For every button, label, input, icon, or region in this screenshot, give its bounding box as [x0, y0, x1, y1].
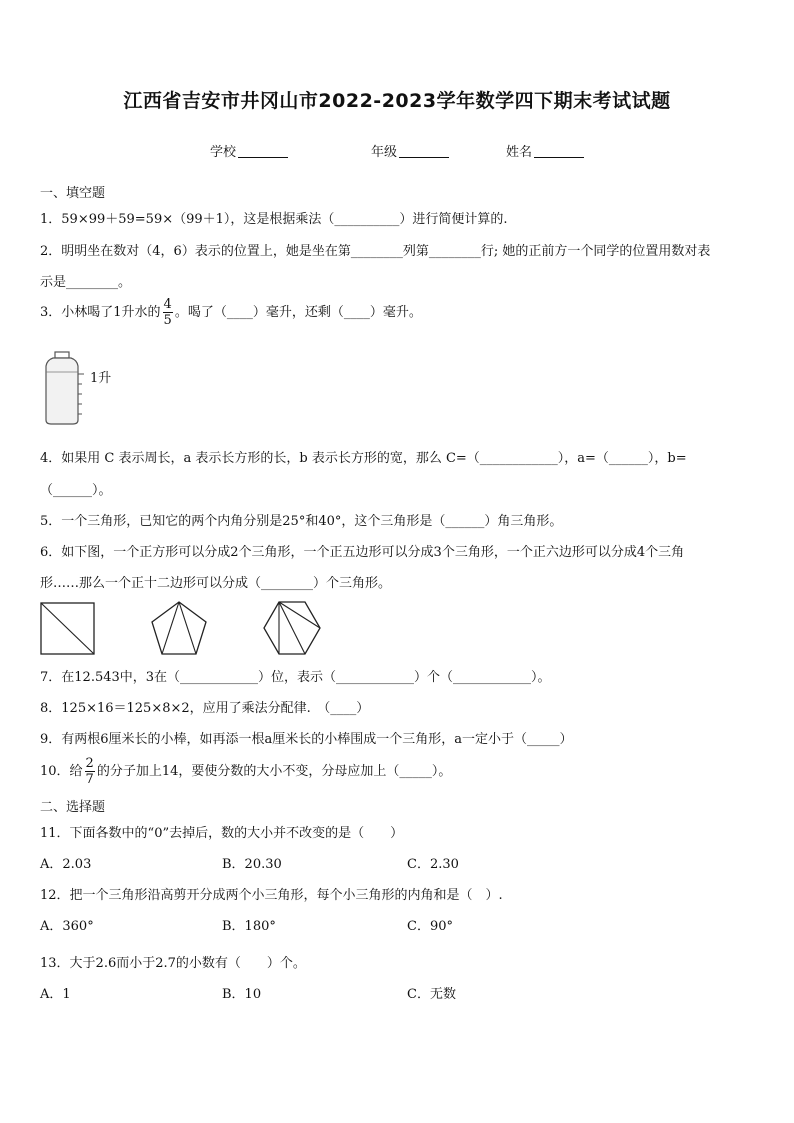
school-label: 学校: [210, 145, 237, 160]
question-10-text: 的分子加上14，要使分数的大小不变，分母应加上（_____）。: [96, 764, 452, 779]
question-13-option-b[interactable]: B．10: [222, 987, 262, 1002]
question-2-line-1: 2．明明坐在数对（4，6）表示的位置上，她是坐在第________列第________行; 她的正前方一个同学的位置用数对表: [40, 244, 711, 259]
question-11-option-c[interactable]: C．2.30: [407, 857, 459, 872]
pentagon-divided-figure: [150, 600, 208, 656]
question-12-option-b[interactable]: B．180°: [222, 919, 276, 934]
hexagon-divided-figure: [262, 600, 322, 656]
page-title: 江西省吉安市井冈山市2022-2023学年数学四下期末考试试题: [123, 90, 671, 112]
question-13: 13．大于2.6而小于2.7的小数有（ ）个。: [40, 956, 306, 971]
question-10: [40, 757, 451, 786]
question-10-prefix: 10．给: [40, 764, 83, 779]
question-12-option-a[interactable]: A．360°: [40, 919, 94, 934]
question-4-line-1: 4．如果用 C 表示周长，a 表示长方形的长，b 表示长方形的宽，那么 C=（____________），a=（______），b=: [40, 451, 687, 466]
fraction-numerator: 4: [163, 297, 172, 312]
fraction-denominator: 7: [85, 772, 94, 787]
question-2-line-2: 示是________。: [40, 275, 132, 290]
question-3-blanks: 。喝了（____）毫升，还剩（____）毫升。: [174, 305, 422, 320]
bottle-label: 1升: [90, 371, 112, 386]
section-fill-heading: 一、填空题: [40, 186, 106, 201]
question-11-option-a[interactable]: A．2.03: [40, 857, 92, 872]
fraction-denominator: 5: [163, 313, 172, 328]
question-12: 12．把一个三角形沿高剪开分成两个小三角形，每个小三角形的内角和是（ ）.: [40, 888, 503, 903]
question-3: [40, 298, 422, 327]
square-divided-figure: [40, 602, 96, 656]
question-6-line-1: 6．如下图，一个正方形可以分成2个三角形，一个正五边形可以分成3个三角形，一个正六边形可以分成4个三角: [40, 545, 685, 560]
name-label: 姓名: [506, 145, 533, 160]
name-field: [506, 141, 584, 160]
question-13-option-c[interactable]: C．无数: [407, 987, 456, 1002]
fraction-two-sevenths: [85, 757, 95, 786]
fraction-numerator: 2: [85, 756, 94, 771]
section-choice-heading: 二、选择题: [40, 800, 106, 815]
question-8: 8．125×16＝125×8×2，应用了乘法分配律. （____）: [40, 701, 370, 716]
question-5: 5．一个三角形，已知它的两个内角分别是25°和40°，这个三角形是（______）角三角形。: [40, 514, 563, 529]
question-9: 9．有两根6厘米长的小棒，如再添一根a厘米长的小棒围成一个三角形，a一定小于（_____）: [40, 732, 573, 747]
question-13-option-a[interactable]: A．1: [40, 987, 71, 1002]
school-blank[interactable]: [238, 145, 288, 158]
question-11: 11．下面各数中的“0”去掉后，数的大小并不改变的是（ ）: [40, 826, 404, 841]
question-11-option-b[interactable]: B．20.30: [222, 857, 282, 872]
school-field: [210, 141, 288, 160]
question-6-line-2: 形……那么一个正十二边形可以分成（________）个三角形。: [40, 576, 392, 591]
name-blank[interactable]: [534, 145, 584, 158]
question-12-option-c[interactable]: C．90°: [407, 919, 453, 934]
grade-label: 年级: [371, 145, 398, 160]
grade-blank[interactable]: [399, 145, 449, 158]
water-bottle-icon: [40, 350, 130, 426]
grade-field: [371, 141, 449, 160]
fraction-four-fifths: [163, 298, 173, 327]
question-4-line-2: （______）。: [40, 483, 112, 498]
question-3-text: 3．小林喝了1升水的: [40, 305, 161, 320]
question-7: 7．在12.543中，3在（____________）位，表示（____________）个（____________）。: [40, 670, 551, 685]
question-1: 1．59×99＋59=59×（99＋1），这是根据乘法（__________）进行简便计算的.: [40, 212, 508, 227]
